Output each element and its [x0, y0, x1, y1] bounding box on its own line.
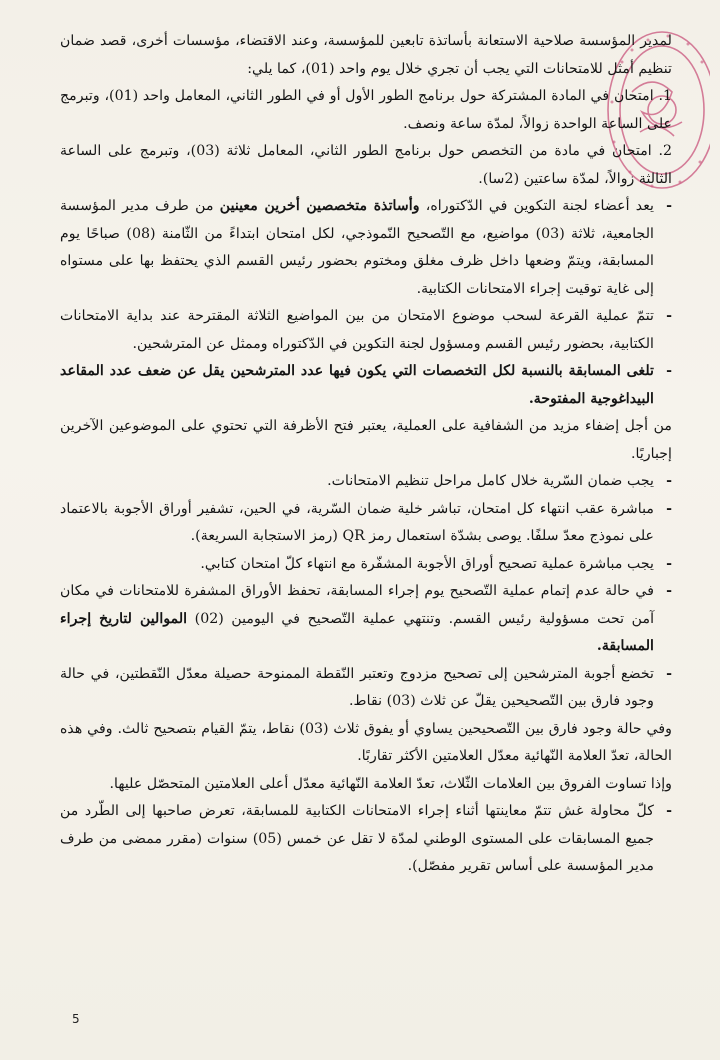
bullet-cancellation: - تلغى المسابقة بالنسبة لكل التخصصات التي يكون فيها عدد المترشحين يقل عن ضعف عدد المقاعد البيداغوجية المفتوحة.	[60, 358, 672, 413]
item-number: 1.	[658, 88, 672, 104]
item-text: امتحان في مادة من التخصص حول برنامج الطور الثاني، المعامل ثلاثة (03)، وتبرمج على الساعة الثالثة زوالاً، لمدّة ساعتين (2سا).	[60, 143, 672, 187]
bullet-text: في حالة عدم إتمام عملية التّصحيح يوم إجراء المسابقة، تحفظ الأوراق المشفرة للامتحانات في مكان آمن تحت مسؤولية رئيس القسم. وتنتهي عملية التّصحيح في اليومين (02)	[60, 583, 655, 627]
bullet-bold-text: وأساتذة متخصصين أخرين معينين	[219, 198, 420, 214]
bullet-text: يعد أعضاء لجنة التكوين في الدّكتوراه،	[419, 198, 654, 214]
numbered-item-1	[60, 83, 672, 138]
item-number: 2.	[658, 143, 672, 159]
intro-paragraph: لمدير المؤسسة صلاحية الاستعانة بأساتذة تابعين للمؤسسة، وعند الاقتضاء، مؤسسات أخرى، قصد ضمان تنظيم أمثل للامتحانات التي يجب أن تجري خلال يوم واحد (01)، كما يلي:	[60, 33, 672, 77]
bullet-bold-text: الموالين لتاريخ إجراء المسابقة.	[60, 610, 654, 654]
page-number: 5	[72, 1012, 80, 1026]
bullet-correction-deadline	[60, 578, 672, 661]
numbered-item-2	[60, 138, 672, 193]
bullet-double-correction: - تخضع أجوبة المترشحين إلى تصحيح مزدوج وتعتبر النّقطة الممنوحة حصيلة معدّل النّقطتين، في حالة وجود فارق بين التّصحيحين يقلّ عن ثلاث (03) نقاط.	[60, 661, 672, 716]
bullet-encoding: - مباشرة عقب انتهاء كل امتحان، تباشر خلية ضمان السّرية، في الحين، تشفير أوراق الأجوبة بالاعتماد على نموذج معدّ سلفًا. يوصى بشدّة استعمال رمز QR (رمز الاستجابة السريعة).	[60, 496, 672, 551]
bullet-exam-topics	[60, 193, 672, 303]
bullet-confidentiality: - يجب ضمان السّرية خلال كامل مراحل تنظيم الامتحانات.	[60, 468, 672, 496]
item-text: امتحان في المادة المشتركة حول برنامج الطور الأول أو في الطور الثاني، المعامل واحد (01)، وتبرمج على الساعة الواحدة زوالاً، لمدّة ساعة ونصف.	[60, 88, 672, 132]
equal-difference-paragraph: وإذا تساوت الفروق بين العلامات الثّلاث، تعدّ العلامة النّهائية معدّل أعلى العلامتين المتحصّل عليها.	[109, 775, 672, 792]
bullet-draw: - تتمّ عملية القرعة لسحب موضوع الامتحان من بين المواضيع الثلاثة المقترحة عند بداية الامتحانات الكتابية، بحضور رئيس القسم ومسؤول لجنة التكوين في الدّكتوراه وممثل عن المترشحين.	[60, 303, 672, 358]
transparency-paragraph: من أجل إضفاء مزيد من الشفافية على العملية، يعتبر فتح الأظرفة التي تحتوي على الموضوعين الآخرين إجباريًا.	[60, 418, 672, 462]
bullet-correction-start: - يجب مباشرة عملية تصحيح أوراق الأجوبة المشفّرة مع انتهاء كلّ امتحان كتابي.	[60, 551, 672, 579]
document-body	[60, 28, 672, 881]
third-correction-paragraph: وفي حالة وجود فارق بين التّصحيحين يساوي أو يفوق ثلاث (03) نقاط، يتمّ القيام بتصحيح ثالث. وفي هذه الحالة، تعدّ العلامة النّهائية معدّل العلامتين الأكثر تقاربًا.	[60, 720, 672, 764]
bullet-text: من طرف مدير المؤسسة الجامعية، ثلاثة (03) مواضيع، مع التّصحيح النّموذجي، لكل امتحان ابتداءً من الثّامنة (08) صباحًا يوم المسابقة، ويتمّ وضعها داخل ظرف مغلق ومختوم بحضور رئيس القسم الذي يحتفظ بها على مستواه إلى غاية توقيت إجراء الامتحانات الكتابية.	[60, 198, 654, 297]
bullet-cheating: - كلّ محاولة غش تتمّ معاينتها أثناء إجراء الامتحانات الكتابية للمسابقة، تعرض صاحبها إلى الطّرد من جميع المسابقات على المستوى الوطني لمدّة لا تقل عن خمس (05) سنوات (مقرر ممضى من طرف مدير المؤسسة على أساس تقرير مفصّل).	[60, 798, 672, 881]
